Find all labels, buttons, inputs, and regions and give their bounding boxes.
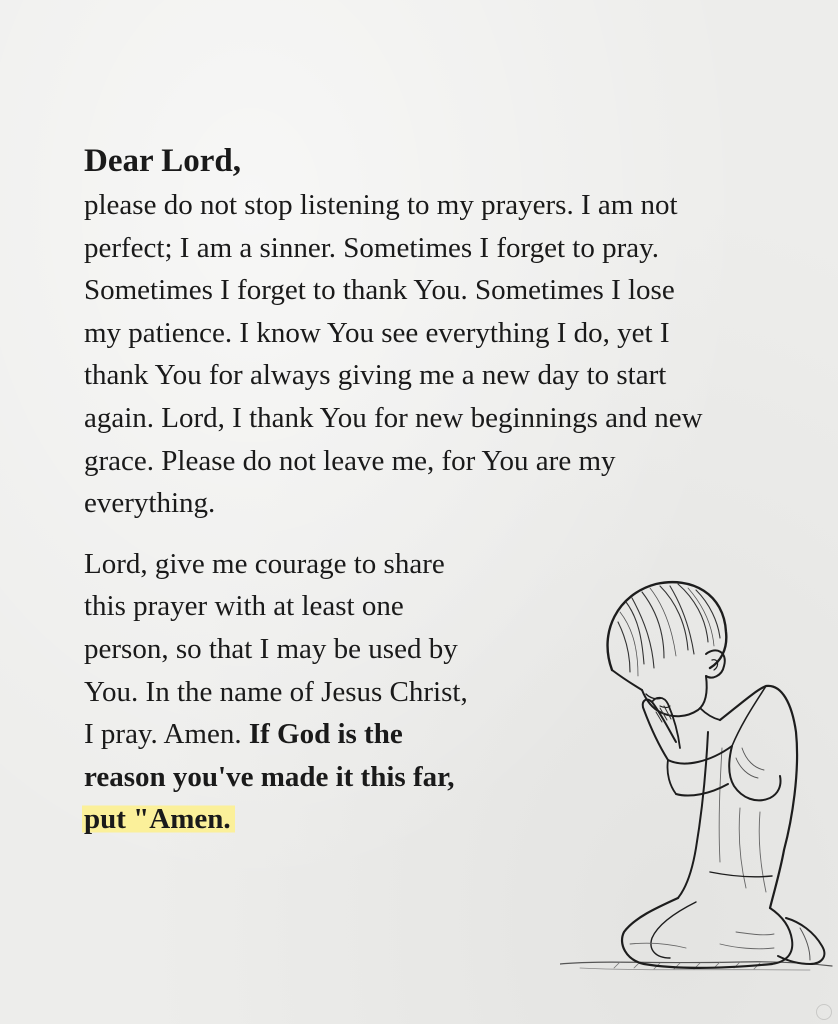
greeting: Dear Lord, bbox=[84, 143, 242, 179]
paragraph-2-line: person, so that I may be used by bbox=[84, 632, 458, 665]
watermark-icon bbox=[816, 1004, 832, 1020]
call-to-action-start: If God is the bbox=[248, 718, 403, 751]
paragraph-2-line: You. In the name of Jesus Christ, bbox=[84, 675, 468, 708]
call-to-action-middle: reason you've made it this far, bbox=[84, 760, 455, 793]
paragraph-2-line: this prayer with at least one bbox=[84, 590, 404, 623]
paragraph-2-line: Lord, give me courage to share bbox=[84, 547, 445, 580]
praying-child-icon bbox=[560, 572, 838, 992]
closing-amen: I pray. Amen. bbox=[84, 718, 242, 751]
prayer-paragraph-1: please do not stop listening to my prayers. I am not perfect; I am a sinner. Sometimes I forget to pray. Sometimes I forget to thank You. Sometimes I lose my patience. I know You see everything I do, yet I thank You for always giving me a new day to start again. Lord, I thank You for new beginnings and new grace. Please do not leave me, for You are my everything. bbox=[84, 189, 703, 520]
paragraph-2-last-line bbox=[84, 713, 554, 756]
highlighted-amen: put "Amen. bbox=[82, 803, 235, 835]
call-to-action-end-line bbox=[84, 798, 554, 841]
prayer-paragraph-2 bbox=[84, 543, 554, 841]
